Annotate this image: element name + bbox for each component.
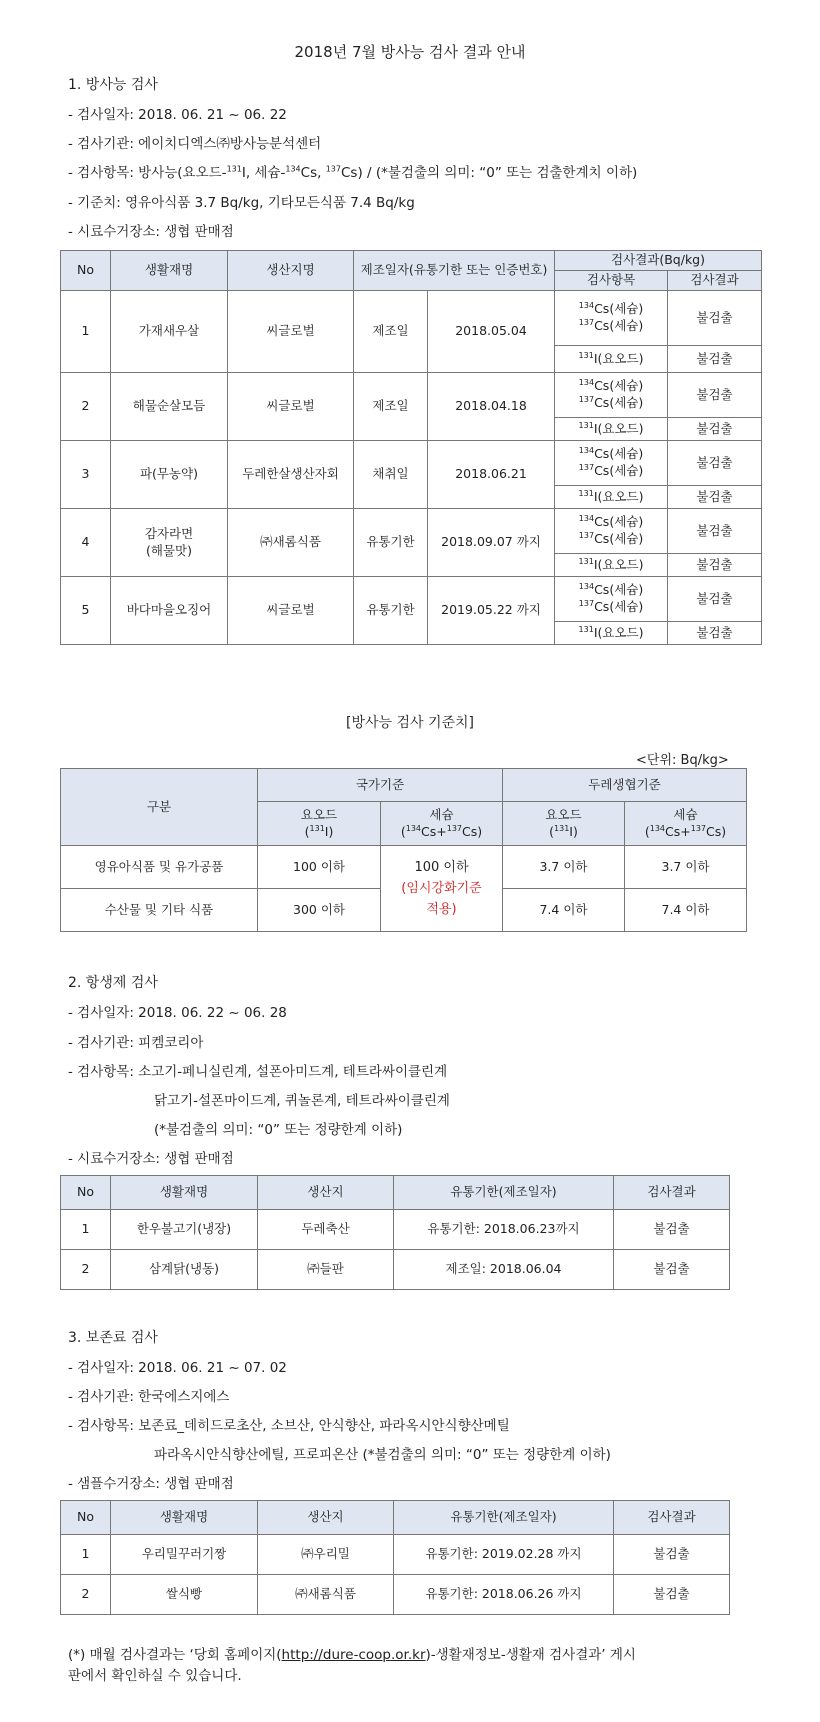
row-result-iodine: 불검출 (668, 486, 762, 509)
section-1-heading: 1. 방사능 검사 (68, 77, 158, 93)
row-name: 삼계닭(냉동) (111, 1250, 258, 1290)
row-item-cesium: $^{134}$Cs(세슘) $^{137}$Cs(세슘) (555, 577, 668, 622)
s2-items-2: 닭고기-설폰마이드계, 퀴놀론계, 테트라싸이클린계 (154, 1093, 450, 1109)
row-result: 불검출 (614, 1210, 730, 1250)
row-item-cesium: $^{134}$Cs(세슘) $^{137}$Cs(세슘) (555, 441, 668, 486)
ab-col-exp: 유통기한(제조일자) (394, 1176, 614, 1210)
row-result-cesium: 불검출 (668, 373, 762, 418)
row-no: 1 (61, 1535, 111, 1575)
row-no: 3 (61, 441, 111, 509)
std-col-dure-cesium: 세슘 ($^{134}$Cs+$^{137}$Cs) (625, 802, 747, 846)
row-name: 한우불고기(냉장) (111, 1210, 258, 1250)
row-item-iodine: $^{131}$I(요오드) (555, 346, 668, 373)
col-result-group: 검사결과(Bq/kg) (555, 251, 762, 271)
ab-col-origin: 생산지 (258, 1176, 394, 1210)
s2-agency: - 검사기관: 피켐코리아 (68, 1035, 204, 1051)
radiation-row (61, 291, 762, 346)
radiation-row (61, 373, 762, 418)
standards-title: [방사능 검사 기준치] (345, 715, 475, 731)
s2-items-1: - 검사항목: 소고기-페니실린계, 설폰아미드계, 테트라싸이클린계 (68, 1064, 448, 1080)
s1-agency: - 검사기관: 에이치디엑스㈜방사능분석센터 (68, 136, 322, 152)
table-row (61, 1535, 730, 1575)
row-item-iodine: $^{131}$I(요오드) (555, 486, 668, 509)
s2-items-3: (*불검출의 의미: “0” 또는 정량한계 이하) (154, 1122, 403, 1138)
radiation-row (61, 441, 762, 486)
row-no: 2 (61, 1250, 111, 1290)
row-no: 2 (61, 1575, 111, 1615)
col-item: 검사항목 (555, 271, 668, 291)
std-col-national-iodine: 요오드 ($^{131}$I) (258, 802, 381, 846)
preservatives-table (60, 1500, 730, 1615)
col-no: No (61, 251, 111, 291)
table-row (61, 1250, 730, 1290)
row-origin: ㈜새롬식품 (258, 1575, 394, 1615)
antibiotics-table (60, 1175, 730, 1290)
pr-col-origin: 생산지 (258, 1501, 394, 1535)
row-name: 쌀식빵 (111, 1575, 258, 1615)
row-item-iodine: $^{131}$I(요오드) (555, 622, 668, 645)
row-no: 1 (61, 1210, 111, 1250)
row-no: 4 (61, 509, 111, 577)
std-row1-dure-cesium: 3.7 이하 (625, 846, 747, 889)
s2-date: - 검사일자: 2018. 06. 22 ~ 06. 28 (68, 1005, 287, 1021)
std-row1-national-iodine: 100 이하 (258, 846, 381, 889)
pr-col-exp: 유통기한(제조일자) (394, 1501, 614, 1535)
pr-col-result: 검사결과 (614, 1501, 730, 1535)
s1-items: - 검사항목: 방사능(요오드-$^{131}$I, 세슘-$^{134}$Cs, $^{137}$Cs) / (*불검출의 의미: “0” 또는 검출한계치 이하) (68, 164, 638, 181)
row-no: 1 (61, 291, 111, 373)
radiation-results-table (60, 250, 762, 645)
homepage-link[interactable]: http://dure-coop.or.kr (281, 1647, 426, 1663)
row-origin: 씨글로벌 (228, 373, 354, 441)
radiation-row (61, 577, 762, 622)
row-origin: ㈜새롬식품 (228, 509, 354, 577)
std-col-national: 국가기준 (258, 769, 503, 802)
s3-place: - 샘플수거장소: 생협 판매점 (68, 1476, 234, 1492)
row-name: 파(무농약) (111, 441, 228, 509)
footnote: (*) 매월 검사결과는 ‘당회 홈페이지(http://dure-coop.or.kr)-생활재정보-생활재 검사결과’ 게시 판에서 확인하실 수 있습니다. (68, 1647, 636, 1684)
row-result-cesium: 불검출 (668, 441, 762, 486)
row-origin: 두레한살생산자회 (228, 441, 354, 509)
row-result-iodine: 불검출 (668, 554, 762, 577)
row-origin: ㈜들판 (258, 1250, 394, 1290)
row-date: 2018.04.18 (428, 373, 555, 441)
row-result-iodine: 불검출 (668, 622, 762, 645)
row-result-iodine: 불검출 (668, 418, 762, 441)
row-date: 2018.06.21 (428, 441, 555, 509)
row-date-type: 제조일 (354, 373, 428, 441)
table-row (61, 1575, 730, 1615)
std-row2-national-iodine: 300 이하 (258, 889, 381, 932)
s1-criteria: - 기준치: 영유아식품 3.7 Bq/kg, 기타모든식품 7.4 Bq/kg (68, 195, 415, 211)
row-result: 불검출 (614, 1535, 730, 1575)
col-result: 검사결과 (668, 271, 762, 291)
std-row2-dure-cesium: 7.4 이하 (625, 889, 747, 932)
std-col-dure: 두레생협기준 (503, 769, 747, 802)
row-date-type: 유통기한 (354, 577, 428, 645)
row-name: 감자라면 (해물맛) (111, 509, 228, 577)
row-item-iodine: $^{131}$I(요오드) (555, 554, 668, 577)
s3-agency: - 검사기관: 한국에스지에스 (68, 1389, 230, 1405)
std-row2-dure-iodine: 7.4 이하 (503, 889, 625, 932)
col-origin: 생산지명 (228, 251, 354, 291)
pr-col-no: No (61, 1501, 111, 1535)
row-result-cesium: 불검출 (668, 509, 762, 554)
ab-col-result: 검사결과 (614, 1176, 730, 1210)
row-date: 2018.05.04 (428, 291, 555, 373)
standards-table (60, 768, 747, 932)
row-date: 2018.09.07 까지 (428, 509, 555, 577)
s3-date: - 검사일자: 2018. 06. 21 ~ 07. 02 (68, 1360, 287, 1376)
ab-col-name: 생활재명 (111, 1176, 258, 1210)
row-date-type: 유통기한 (354, 509, 428, 577)
s3-items-2: 파라옥시안식향산에틸, 프로피온산 (*불검출의 의미: “0” 또는 정량한계 이하) (154, 1447, 611, 1463)
pr-col-name: 생활재명 (111, 1501, 258, 1535)
row-result: 불검출 (614, 1575, 730, 1615)
row-item-cesium: $^{134}$Cs(세슘) $^{137}$Cs(세슘) (555, 291, 668, 346)
row-no: 2 (61, 373, 111, 441)
row-origin: 씨글로벌 (228, 291, 354, 373)
std-row1-dure-iodine: 3.7 이하 (503, 846, 625, 889)
s2-place: - 시료수거장소: 생협 판매점 (68, 1151, 234, 1167)
row-name: 가재새우살 (111, 291, 228, 373)
row-name: 해물순살모듬 (111, 373, 228, 441)
row-origin: 두레축산 (258, 1210, 394, 1250)
row-origin: ㈜우리밀 (258, 1535, 394, 1575)
row-result: 불검출 (614, 1250, 730, 1290)
row-exp: 유통기한: 2018.06.23까지 (394, 1210, 614, 1250)
section-2-heading: 2. 항생제 검사 (68, 975, 158, 991)
row-name: 우리밀꾸러기짱 (111, 1535, 258, 1575)
table-row (61, 1210, 730, 1250)
row-exp: 유통기한: 2019.02.28 까지 (394, 1535, 614, 1575)
row-exp: 제조일: 2018.06.04 (394, 1250, 614, 1290)
section-3-heading: 3. 보존료 검사 (68, 1330, 158, 1346)
row-result-iodine: 불검출 (668, 346, 762, 373)
std-col-dure-iodine: 요오드 ($^{131}$I) (503, 802, 625, 846)
row-result-cesium: 불검출 (668, 577, 762, 622)
row-item-cesium: $^{134}$Cs(세슘) $^{137}$Cs(세슘) (555, 373, 668, 418)
std-col-category: 구분 (61, 769, 258, 846)
page-title: 2018년 7월 방사능 검사 결과 안내 (294, 43, 526, 61)
std-row1-category: 영유아식품 및 유가공품 (61, 846, 258, 889)
col-name: 생활재명 (111, 251, 228, 291)
s3-items-1: - 검사항목: 보존료_데히드로초산, 소브산, 안식향산, 파라옥시안식향산메틸 (68, 1418, 510, 1434)
row-exp: 유통기한: 2018.06.26 까지 (394, 1575, 614, 1615)
row-date-type: 채취일 (354, 441, 428, 509)
s1-date: - 검사일자: 2018. 06. 21 ~ 06. 22 (68, 107, 287, 123)
std-col-national-cesium: 세슘 ($^{134}$Cs+$^{137}$Cs) (381, 802, 503, 846)
col-date: 제조일자(유통기한 또는 인증번호) (354, 251, 555, 291)
row-no: 5 (61, 577, 111, 645)
row-item-iodine: $^{131}$I(요오드) (555, 418, 668, 441)
s1-place: - 시료수거장소: 생협 판매점 (68, 224, 234, 240)
std-row2-category: 수산물 및 기타 식품 (61, 889, 258, 932)
row-item-cesium: $^{134}$Cs(세슘) $^{137}$Cs(세슘) (555, 509, 668, 554)
row-date: 2019.05.22 까지 (428, 577, 555, 645)
row-result-cesium: 불검출 (668, 291, 762, 346)
radiation-row (61, 509, 762, 554)
row-date-type: 제조일 (354, 291, 428, 373)
ab-col-no: No (61, 1176, 111, 1210)
row-name: 바다마을오징어 (111, 577, 228, 645)
standards-unit: <단위: Bq/kg> (636, 753, 729, 768)
std-national-cesium-cell: 100 이하 (임시강화기준 적용) (381, 846, 503, 932)
row-origin: 씨글로벌 (228, 577, 354, 645)
